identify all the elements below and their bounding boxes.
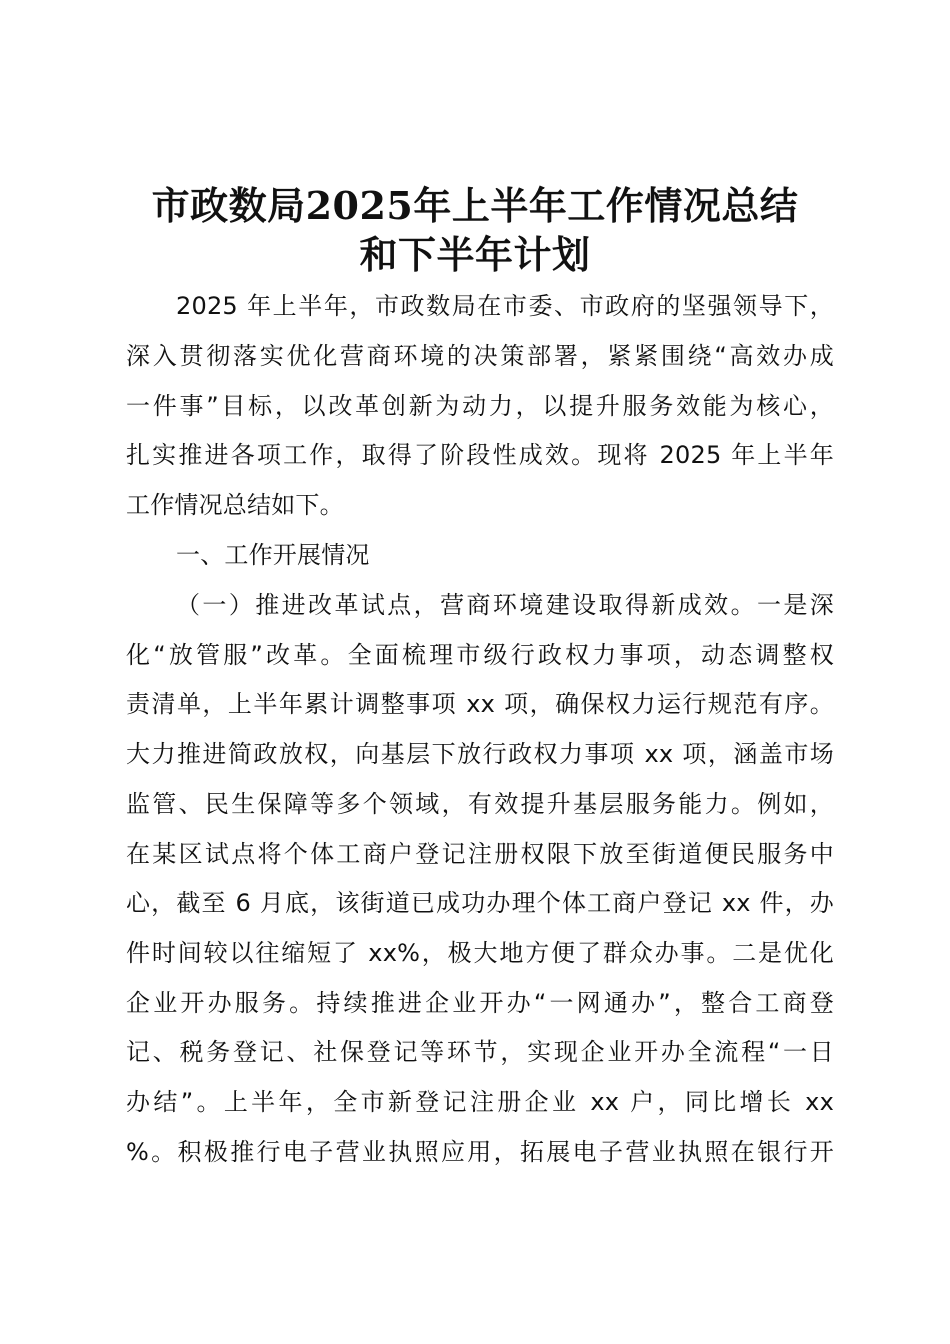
document-title-line-1: 市政数局2025年上半年工作情况总结 bbox=[151, 183, 799, 228]
paragraph-line: 工作情况总结如下。 bbox=[126, 491, 344, 519]
paragraph-line: 大力推进简政放权，向基层下放行政权力事项 xx 项，涵盖市场 bbox=[126, 740, 834, 768]
paragraph-line: 企业开办服务。持续推进企业开办“一网通办”，整合工商登 bbox=[126, 989, 834, 1017]
paragraph-line: 扎实推进各项工作，取得了阶段性成效。现将 2025 年上半年 bbox=[126, 441, 834, 469]
paragraph-line: 办结”。上半年，全市新登记注册企业 xx 户，同比增长 xx bbox=[126, 1088, 834, 1116]
paragraph-line: 记、税务登记、社保登记等环节，实现企业开办全流程“一日 bbox=[126, 1038, 834, 1066]
paragraph-line: 责清单，上半年累计调整事项 xx 项，确保权力运行规范有序。 bbox=[126, 690, 834, 718]
paragraph-line: 化“放管服”改革。全面梳理市级行政权力事项，动态调整权 bbox=[126, 641, 834, 669]
paragraph-line: 监管、民生保障等多个领域，有效提升基层服务能力。例如， bbox=[126, 790, 834, 818]
paragraph-line: 件时间较以往缩短了 xx%，极大地方便了群众办事。二是优化 bbox=[126, 939, 834, 967]
paragraph-line: 2025 年上半年，市政数局在市委、市政府的坚强领导下， bbox=[176, 292, 834, 320]
paragraph-line: 一件事”目标，以改革创新为动力，以提升服务效能为核心， bbox=[126, 392, 834, 420]
paragraph-line: 心，截至 6 月底，该街道已成功办理个体工商户登记 xx 件，办 bbox=[126, 889, 834, 917]
paragraph-line: （一）推进改革试点，营商环境建设取得新成效。一是深 bbox=[176, 591, 834, 619]
section-heading: 一、工作开展情况 bbox=[176, 541, 370, 569]
document-title-line-2: 和下半年计划 bbox=[359, 232, 591, 277]
paragraph-line: 深入贯彻落实优化营商环境的决策部署，紧紧围绕“高效办成 bbox=[126, 342, 834, 370]
paragraph-line: %。积极推行电子营业执照应用，拓展电子营业执照在银行开 bbox=[126, 1138, 834, 1166]
paragraph-line: 在某区试点将个体工商户登记注册权限下放至街道便民服务中 bbox=[126, 840, 834, 868]
